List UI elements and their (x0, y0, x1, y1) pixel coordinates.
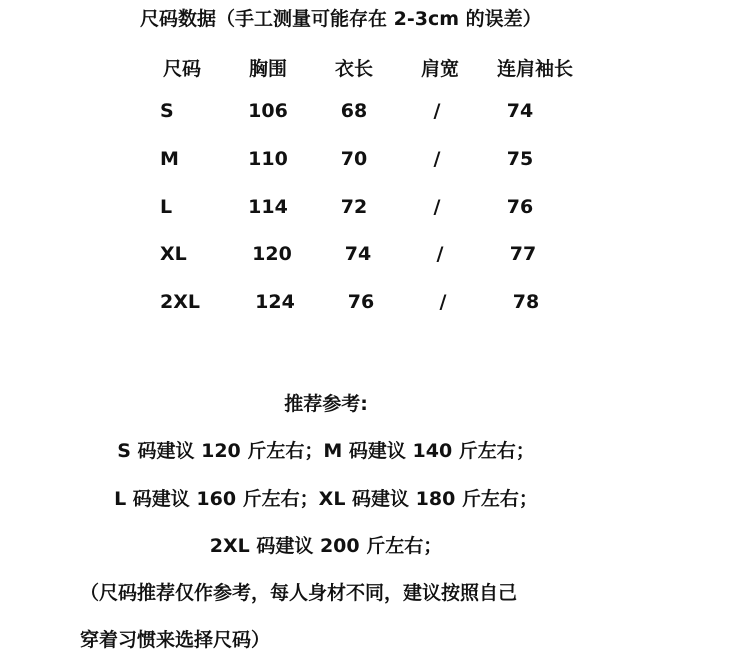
cell-size: L (160, 196, 173, 218)
cell-shoulder: / (439, 291, 447, 313)
recommendation-note-line: （尺码推荐仅作参考，每人身材不同，建议按照自己 (80, 582, 518, 604)
cell-shoulder: / (433, 196, 441, 218)
cell-bust: 120 (252, 243, 292, 265)
cell-length: 72 (340, 196, 368, 218)
cell-size: M (160, 148, 179, 170)
cell-length: 70 (340, 148, 368, 170)
header-bust: 胸围 (248, 58, 288, 80)
header-shoulder: 肩宽 (420, 58, 460, 80)
recommendation-line: L 码建议 160 斤左右；XL 码建议 180 斤左右； (114, 488, 538, 510)
cell-bust: 110 (248, 148, 288, 170)
cell-size: 2XL (160, 291, 200, 313)
header-length: 衣长 (334, 58, 374, 80)
cell-size: XL (160, 243, 187, 265)
recommendation-line: S 码建议 120 斤左右；M 码建议 140 斤左右； (117, 440, 535, 462)
cell-bust: 124 (255, 291, 295, 313)
cell-bust: 114 (248, 196, 288, 218)
cell-sleeve: 77 (509, 243, 537, 265)
cell-bust: 106 (248, 100, 288, 122)
cell-sleeve: 76 (506, 196, 534, 218)
header-sleeve: 连肩袖长 (496, 58, 574, 80)
cell-sleeve: 75 (506, 148, 534, 170)
recommendation-note-line: 穿着习惯来选择尺码） (80, 629, 271, 651)
cell-shoulder: / (433, 148, 441, 170)
cell-length: 68 (340, 100, 368, 122)
cell-length: 76 (347, 291, 375, 313)
page-title: 尺码数据（手工测量可能存在 2-3cm 的误差） (140, 8, 542, 30)
cell-size: S (160, 100, 174, 122)
cell-shoulder: / (433, 100, 441, 122)
cell-length: 74 (344, 243, 372, 265)
header-size: 尺码 (162, 58, 202, 80)
recommendation-heading: 推荐参考: (284, 393, 368, 415)
recommendation-line: 2XL 码建议 200 斤左右； (209, 535, 443, 557)
cell-sleeve: 78 (512, 291, 540, 313)
cell-sleeve: 74 (506, 100, 534, 122)
cell-shoulder: / (436, 243, 444, 265)
